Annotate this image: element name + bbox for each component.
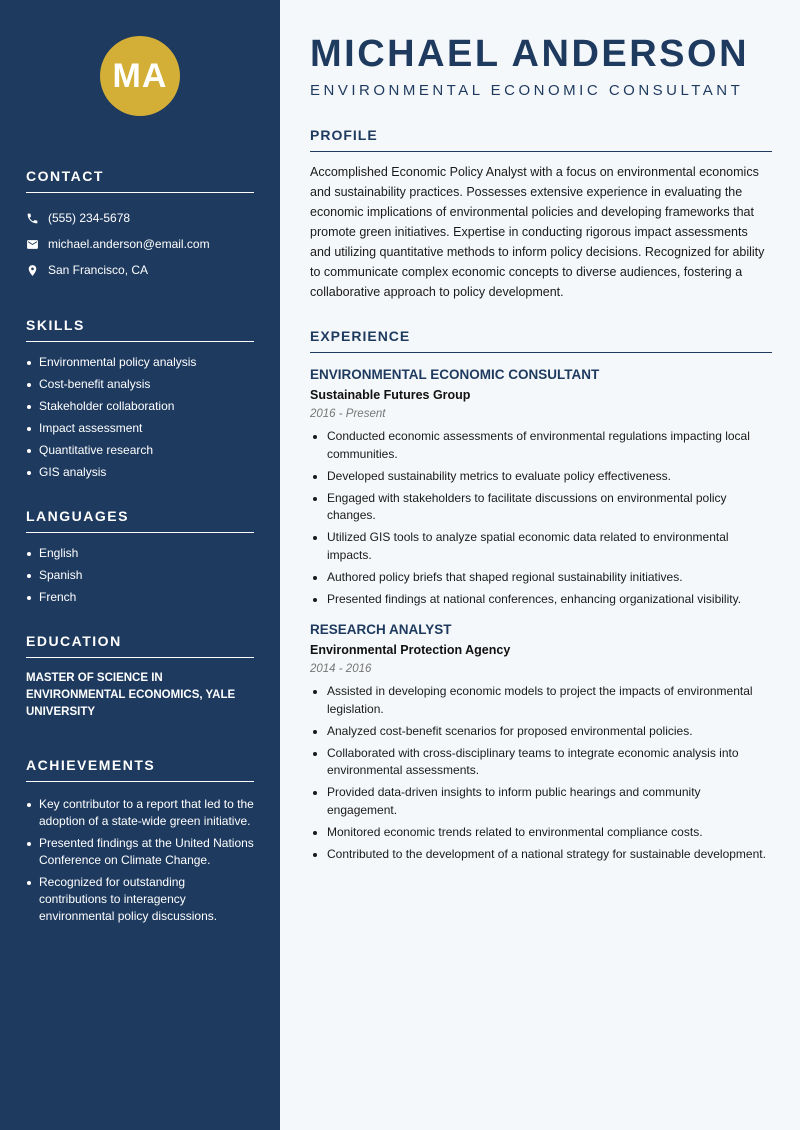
contact-email-text[interactable]: michael.anderson@email.com (48, 237, 210, 251)
experience-section (310, 328, 772, 863)
list-item: Presented findings at the United Nations Conference on Climate Change. (26, 835, 254, 869)
profile-text: Accomplished Economic Policy Analyst with a focus on environmental economics and sustainability practices. Possesses extensive experience in evaluating the economic implications of environmental policies and developing frameworks that promote green initiatives. Expertise in conducting rigorous impact assessments and utilizing quantitative methods to inform policy decisions. Recognized for ability to communicate complex economic concepts to diverse audiences, fostering a collaborative approach to policy development. (310, 165, 765, 299)
job-title: ENVIRONMENTAL ECONOMIC CONSULTANT (310, 367, 600, 382)
skills-list (26, 354, 254, 481)
avatar: MA (100, 36, 180, 116)
job-entry (310, 367, 772, 608)
list-item: Engaged with stakeholders to facilitate discussions on environmental policy changes. (310, 490, 772, 525)
contact-email (26, 231, 254, 257)
list-item: Contributed to the development of a national strategy for sustainable development. (310, 846, 772, 864)
contact-title: CONTACT (26, 168, 254, 193)
email-icon (26, 238, 39, 251)
skills-section (26, 317, 254, 481)
job-dates: 2014 - 2016 (310, 663, 372, 675)
job-company: Sustainable Futures Group (310, 388, 471, 402)
contact-location-text: San Francisco, CA (48, 263, 149, 277)
list-item: Presented findings at national conferences, enhancing organizational visibility. (310, 591, 772, 609)
job-dates: 2016 - Present (310, 408, 386, 420)
achievements-list (26, 796, 254, 925)
profile-section (310, 127, 772, 302)
job-entry (310, 622, 772, 863)
list-item: Monitored economic trends related to environmental compliance costs. (310, 824, 772, 842)
contact-section (26, 168, 254, 283)
phone-icon (26, 212, 39, 225)
achievements-title: ACHIEVEMENTS (26, 757, 254, 782)
list-item: Spanish (26, 567, 254, 584)
languages-list (26, 545, 254, 606)
contact-phone-text[interactable]: (555) 234-5678 (48, 211, 131, 225)
location-pin-icon (26, 264, 39, 277)
list-item: Collaborated with cross-disciplinary teams to integrate economic analysis into environmental assessments. (310, 745, 772, 780)
languages-title: LANGUAGES (26, 508, 254, 533)
list-item: Quantitative research (26, 442, 254, 459)
education-section (26, 633, 254, 721)
list-item: GIS analysis (26, 464, 254, 481)
list-item: French (26, 589, 254, 606)
job-company: Environmental Protection Agency (310, 643, 511, 657)
list-item: Impact assessment (26, 420, 254, 437)
list-item: Provided data-driven insights to inform public hearings and community engagement. (310, 784, 772, 819)
list-item: Developed sustainability metrics to evaluate policy effectiveness. (310, 468, 772, 486)
list-item: Authored policy briefs that shaped regional sustainability initiatives. (310, 569, 772, 587)
main-content (310, 32, 772, 877)
list-item: Assisted in developing economic models to project the impacts of environmental legislation. (310, 683, 772, 718)
list-item: Recognized for outstanding contributions to interagency environmental policy discussions. (26, 874, 254, 925)
list-item: Conducted economic assessments of environmental regulations impacting local communities. (310, 428, 772, 463)
achievements-section (26, 757, 254, 925)
list-item: Utilized GIS tools to analyze spatial economic data related to environmental impacts. (310, 529, 772, 564)
job-bullets (310, 683, 772, 863)
candidate-role: ENVIRONMENTAL ECONOMIC CONSULTANT (310, 82, 744, 99)
list-item: English (26, 545, 254, 562)
list-item: Analyzed cost-benefit scenarios for proposed environmental policies. (310, 723, 772, 741)
candidate-name: MICHAEL ANDERSON (310, 33, 750, 75)
profile-title: PROFILE (310, 127, 772, 152)
list-item: Key contributor to a report that led to the adoption of a state-wide green initiative. (26, 796, 254, 830)
contact-phone (26, 205, 254, 231)
list-item: Cost-benefit analysis (26, 376, 254, 393)
skills-title: SKILLS (26, 317, 254, 342)
job-bullets (310, 428, 772, 608)
list-item: Stakeholder collaboration (26, 398, 254, 415)
list-item: Environmental policy analysis (26, 354, 254, 371)
languages-section (26, 508, 254, 606)
job-title: RESEARCH ANALYST (310, 622, 452, 637)
education-title: EDUCATION (26, 633, 254, 658)
education-degree: MASTER OF SCIENCE IN ENVIRONMENTAL ECONOMICS, YALE UNIVERSITY (26, 672, 236, 718)
experience-title: EXPERIENCE (310, 328, 772, 353)
contact-location (26, 257, 254, 283)
sidebar (0, 0, 280, 1130)
